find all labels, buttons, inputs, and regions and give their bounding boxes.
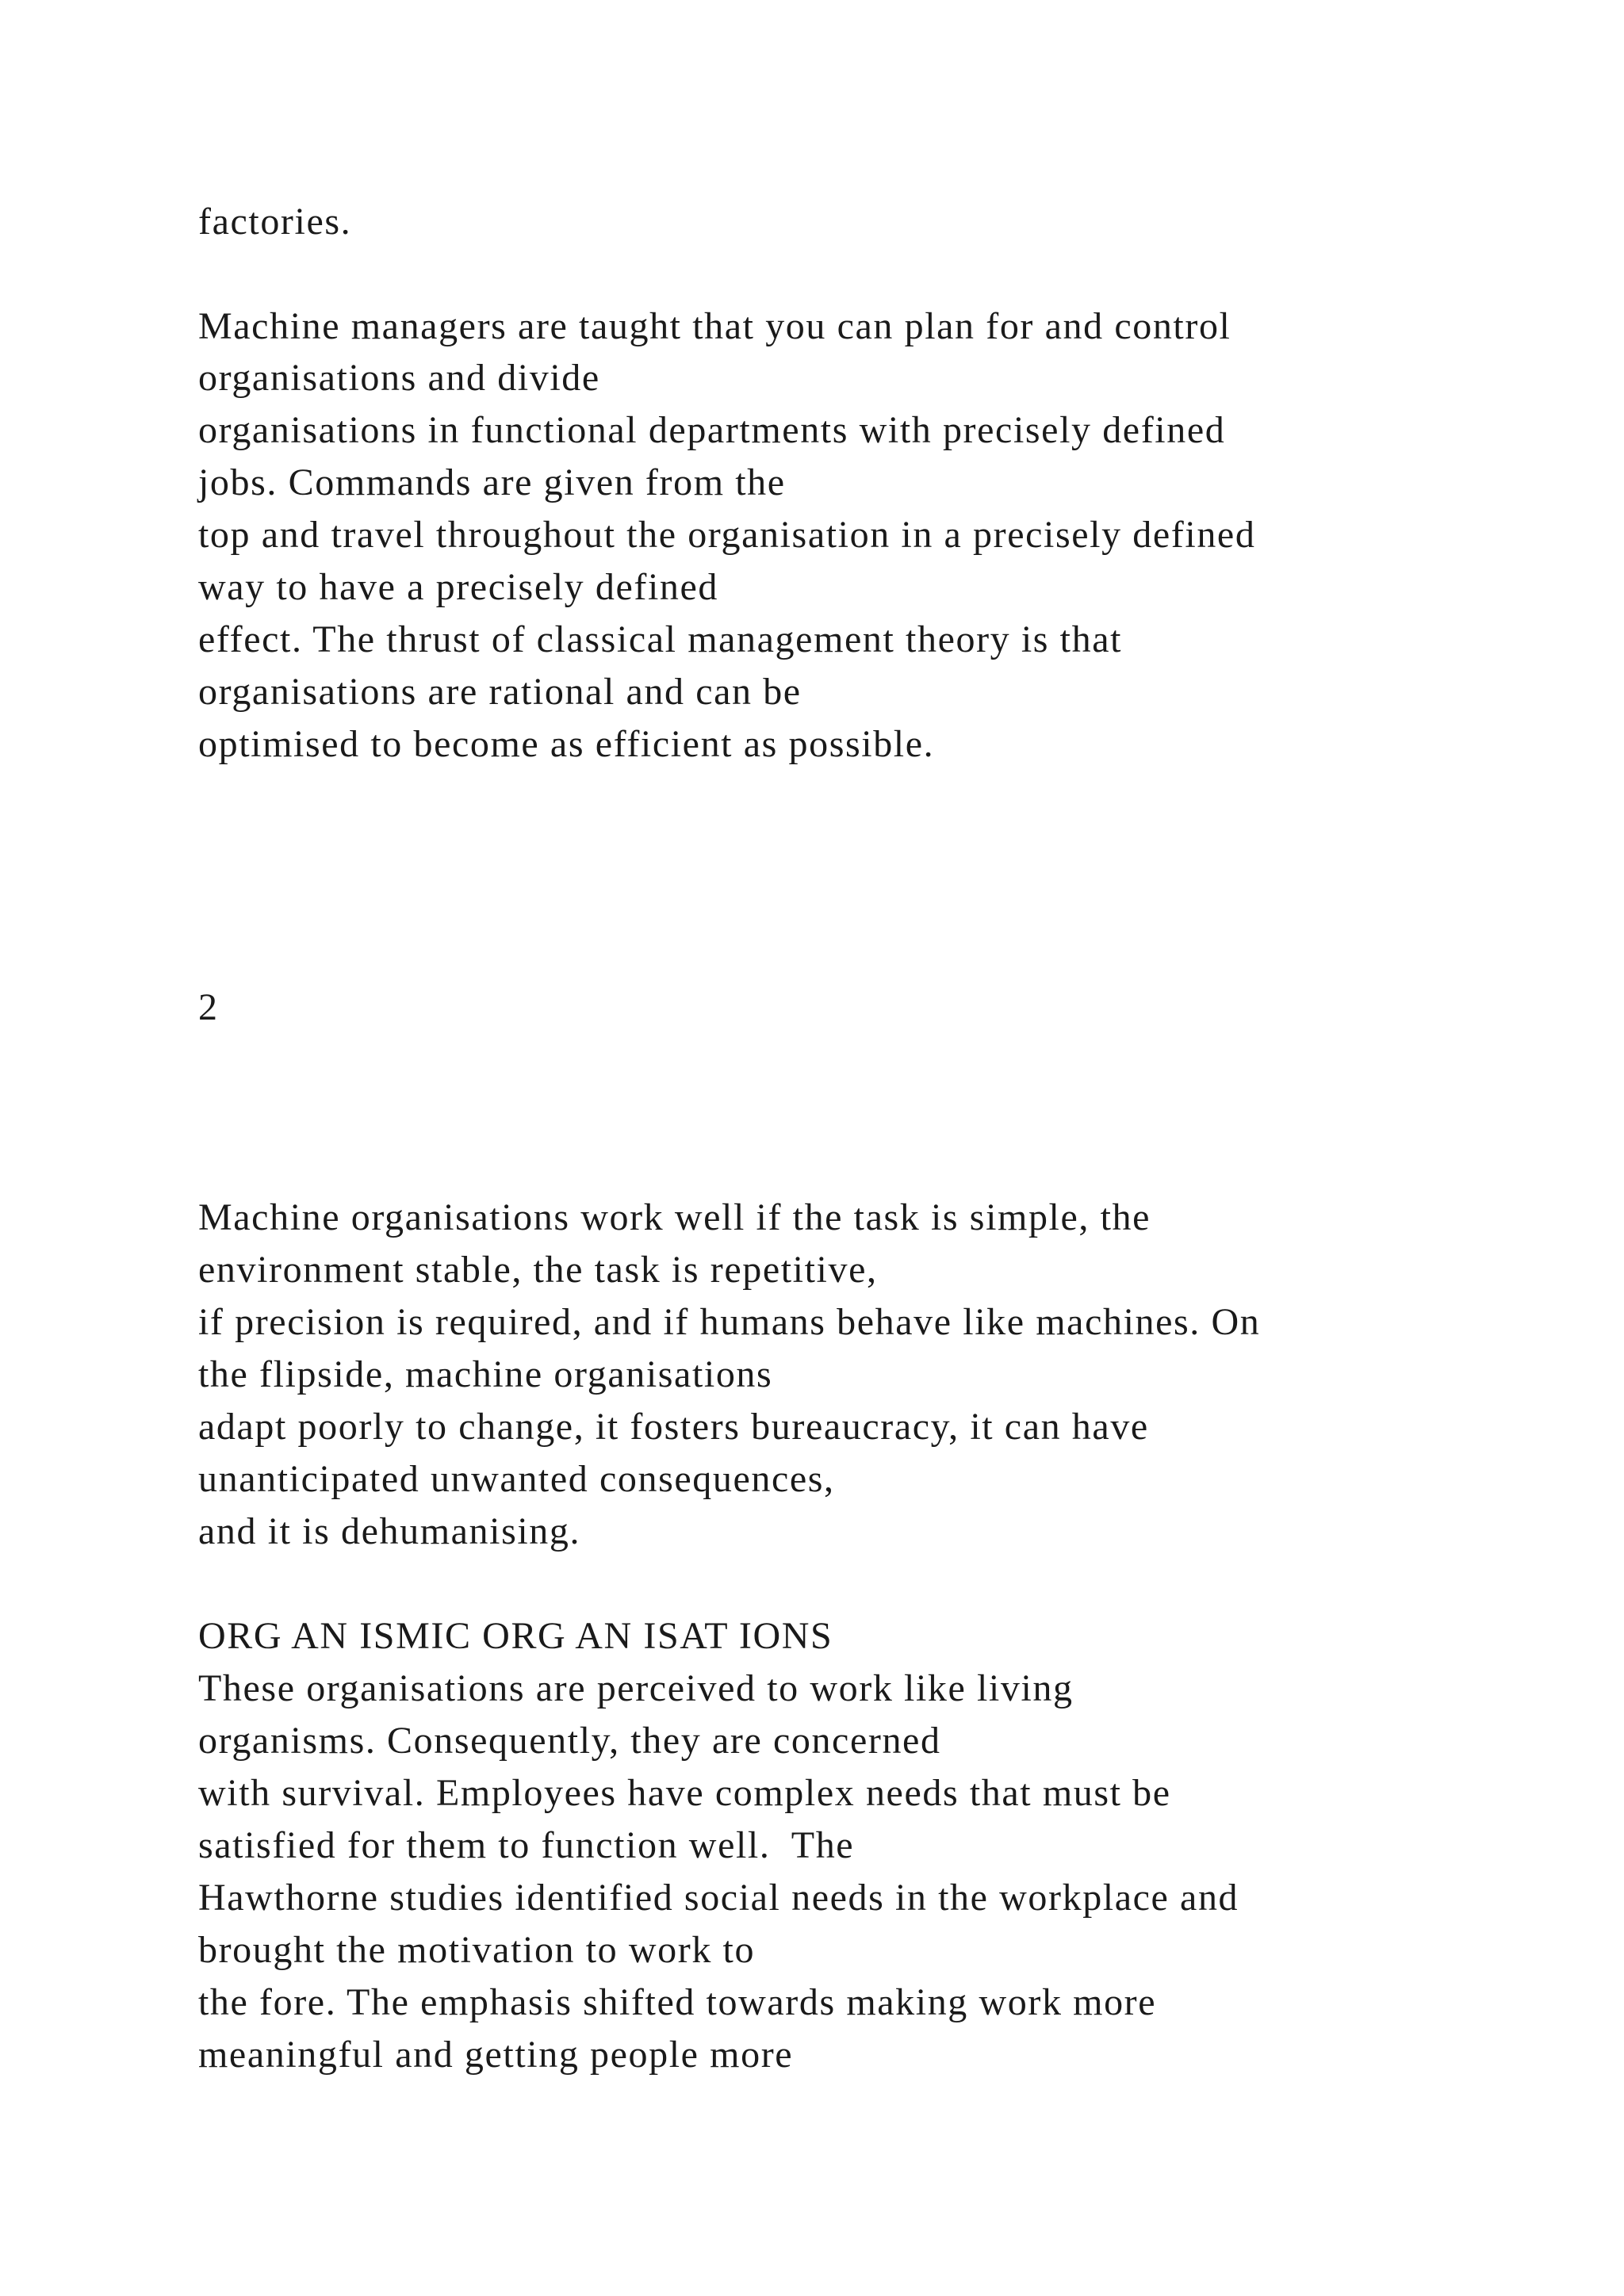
- text-line: factories.: [198, 201, 352, 243]
- text-line: satisfied for them to function well. The: [198, 1824, 855, 1866]
- text-line: organisations in functional departments with precisely defined: [198, 409, 1226, 451]
- section-heading: ORG AN ISMIC ORG AN ISAT IONS: [198, 1615, 833, 1657]
- text-line: jobs. Commands are given from the: [198, 461, 786, 503]
- text-line: with survival. Employees have complex needs that must be: [198, 1772, 1171, 1814]
- text-line: Machine managers are taught that you can plan for and control: [198, 305, 1231, 347]
- text-line: These organisations are perceived to work like living: [198, 1667, 1074, 1709]
- text-line: organisations and divide: [198, 357, 600, 399]
- text-line: unanticipated unwanted consequences,: [198, 1458, 835, 1500]
- text-line: brought the motivation to work to: [198, 1929, 756, 1971]
- text-line: adapt poorly to change, it fosters bureaucracy, it can have: [198, 1406, 1149, 1448]
- text-line: the fore. The emphasis shifted towards making work more: [198, 1981, 1157, 2023]
- page-number: 2: [198, 986, 219, 1028]
- text-line: if precision is required, and if humans behave like machines. On: [198, 1301, 1261, 1343]
- text-line: effect. The thrust of classical management theory is that: [198, 618, 1123, 660]
- text-line: Machine organisations work well if the task is simple, the: [198, 1196, 1151, 1238]
- text-line: way to have a precisely defined: [198, 566, 718, 608]
- text-line: environment stable, the task is repetitive,: [198, 1249, 878, 1291]
- text-line: top and travel throughout the organisation in a precisely defined: [198, 514, 1256, 556]
- text-line: the flipside, machine organisations: [198, 1353, 773, 1395]
- text-line: meaningful and getting people more: [198, 2034, 794, 2076]
- text-line: organisations are rational and can be: [198, 671, 802, 713]
- text-line: Hawthorne studies identified social needs in the workplace and: [198, 1877, 1239, 1919]
- text-line: and it is dehumanising.: [198, 1510, 581, 1552]
- text-line: organisms. Consequently, they are concerned: [198, 1720, 941, 1762]
- text-line: optimised to become as efficient as possible.: [198, 723, 935, 765]
